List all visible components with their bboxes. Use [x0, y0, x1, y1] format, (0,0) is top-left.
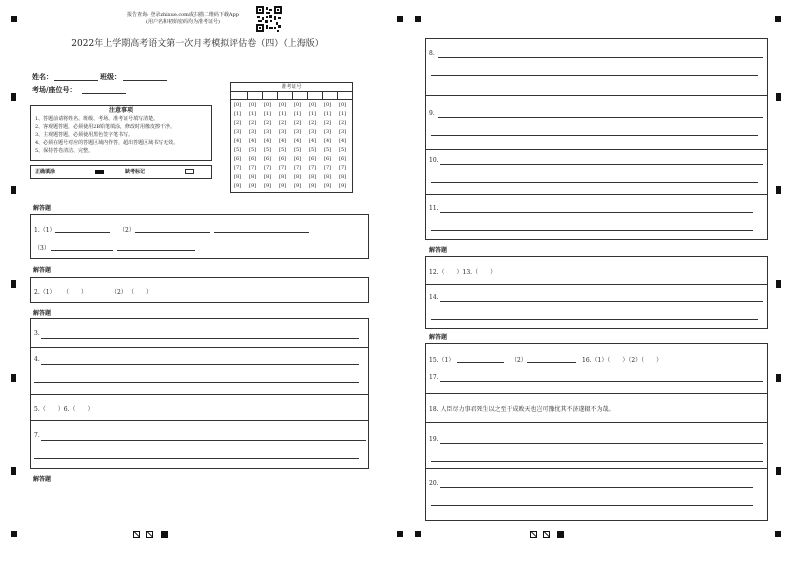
answer-line[interactable]: [431, 230, 753, 231]
exam-id-digit-bubble[interactable]: [4]: [234, 138, 242, 144]
timing-mark: [11, 467, 16, 475]
exam-id-digit-bubble[interactable]: [4]: [264, 138, 272, 144]
answer-box-q12-q14: [425, 256, 768, 329]
exam-id-digit-bubble[interactable]: [5]: [309, 147, 317, 153]
q15-label: 15.（1）: [429, 357, 455, 364]
exam-id-digit-bubble[interactable]: [7]: [339, 165, 347, 171]
exam-id-digit-bubble[interactable]: [1]: [294, 111, 302, 117]
answer-line[interactable]: [34, 382, 359, 383]
page-code-box: [530, 531, 537, 538]
exam-id-digit-bubble[interactable]: [2]: [324, 120, 332, 126]
notice-item: 3、主观题答题，必须使用黑色签字笔书写。: [35, 132, 134, 138]
exam-id-digit-bubble[interactable]: [4]: [294, 138, 302, 144]
answer-line[interactable]: [41, 338, 359, 339]
exam-id-digit-bubble[interactable]: [8]: [249, 174, 257, 180]
report-query-notice: 报告查询: 登录zhixue.com或扫描二维码下载App: [127, 12, 239, 18]
exam-id-digit-bubble[interactable]: [2]: [234, 120, 242, 126]
answer-line[interactable]: [214, 232, 309, 233]
exam-id-digit-bubble[interactable]: [4]: [324, 138, 332, 144]
answer-box-q8-q11: [425, 38, 768, 240]
exam-id-column-divider: [277, 91, 278, 99]
exam-id-digit-bubble[interactable]: [9]: [249, 183, 257, 189]
exam-id-digit-bubble[interactable]: [9]: [309, 183, 317, 189]
exam-id-digit-bubble[interactable]: [2]: [264, 120, 272, 126]
corner-mark-bl: [11, 531, 17, 537]
exam-id-digit-bubble[interactable]: [1]: [264, 111, 272, 117]
answer-line[interactable]: [438, 57, 763, 58]
answer-line[interactable]: [440, 212, 753, 213]
row-divider: [31, 347, 368, 348]
exam-id-digit-bubble[interactable]: [5]: [279, 147, 287, 153]
exam-id-digit-bubble[interactable]: [7]: [324, 165, 332, 171]
timing-mark: [11, 186, 16, 194]
missing-mark-label: 缺考标记: [125, 169, 146, 175]
exam-id-digit-bubble[interactable]: [3]: [279, 129, 287, 135]
timing-mark: [776, 93, 781, 101]
q11-label: 11.: [429, 205, 439, 212]
q18-label: 18. 人臣尽力事君死生以之至于成败天也岂可豫忧其不济遂辍不为哉。: [429, 406, 615, 413]
timing-mark: [11, 374, 16, 382]
exam-id-digit-bubble[interactable]: [0]: [279, 102, 287, 108]
exam-id-column-divider: [292, 91, 293, 99]
timing-mark: [776, 280, 781, 288]
answer-line[interactable]: [41, 440, 366, 441]
exam-id-digit-bubble[interactable]: [1]: [339, 111, 347, 117]
login-hint: (用户名和初始密码均为准考证号): [146, 19, 220, 25]
exam-id-digit-bubble[interactable]: [8]: [279, 174, 287, 180]
q2-choice-1[interactable]: （ ）: [63, 289, 88, 296]
exam-id-digit-bubble[interactable]: [8]: [339, 174, 347, 180]
page-code-box: [146, 531, 153, 538]
q20-label: 20.: [429, 480, 439, 487]
answer-line[interactable]: [438, 117, 763, 118]
exam-id-digit-bubble[interactable]: [7]: [249, 165, 257, 171]
answer-line[interactable]: [440, 301, 763, 302]
answer-line[interactable]: [440, 487, 753, 488]
exam-id-digit-bubble[interactable]: [4]: [309, 138, 317, 144]
name-field[interactable]: [54, 80, 98, 81]
timing-mark: [11, 280, 16, 288]
q7-label: 7.: [34, 432, 40, 439]
exam-id-digit-bubble[interactable]: [6]: [339, 156, 347, 162]
answer-line[interactable]: [431, 75, 758, 76]
exam-id-column-divider: [307, 91, 308, 99]
q2-choice-2[interactable]: （ ）: [128, 289, 153, 296]
corner-mark-mrb: [415, 531, 421, 537]
notice-item: 2、客观题答题，必须使用2B铅笔填涂，修改时用橡皮擦干净。: [35, 124, 176, 130]
row-divider: [426, 284, 767, 285]
answer-line[interactable]: [117, 250, 195, 251]
q16-label[interactable]: 16.（1）（ ）（2）（ ）: [582, 357, 663, 364]
exam-id-digit-bubble[interactable]: [9]: [279, 183, 287, 189]
exam-id-digit-bubble[interactable]: [6]: [324, 156, 332, 162]
exam-id-digit-bubble[interactable]: [6]: [294, 156, 302, 162]
exam-id-digit-bubble[interactable]: [4]: [279, 138, 287, 144]
exam-id-digit-bubble[interactable]: [3]: [249, 129, 257, 135]
corner-mark-mr: [415, 16, 421, 22]
q3-label: 3.: [34, 330, 40, 337]
exam-id-digit-bubble[interactable]: [7]: [294, 165, 302, 171]
corner-mark-br: [775, 531, 781, 537]
q10-label: 10.: [429, 157, 439, 164]
row-divider: [426, 468, 767, 469]
exam-id-column-divider: [337, 91, 338, 99]
notice-item: 1、答题前请将姓名、班级、考场、准考证号填写清楚。: [35, 116, 159, 122]
row-divider: [426, 95, 767, 96]
exam-id-digit-bubble[interactable]: [3]: [324, 129, 332, 135]
timing-mark: [11, 93, 16, 101]
q1-label: 1.（1）: [34, 227, 56, 234]
exam-id-digit-bubble[interactable]: [7]: [279, 165, 287, 171]
exam-id-digit-bubble[interactable]: [3]: [294, 129, 302, 135]
exam-id-digit-bubble[interactable]: [2]: [309, 120, 317, 126]
exam-id-digit-bubble[interactable]: [6]: [309, 156, 317, 162]
exam-id-digit-bubble[interactable]: [3]: [339, 129, 347, 135]
exam-id-digit-bubble[interactable]: [7]: [264, 165, 272, 171]
exam-id-digit-bubble[interactable]: [9]: [234, 183, 242, 189]
exam-id-column-divider: [247, 91, 248, 99]
correct-fill-sample: [95, 170, 104, 174]
row-divider: [31, 420, 368, 421]
notice-item: 5、保持答卷清洁、完整。: [35, 148, 94, 154]
corner-mark-ml: [397, 16, 403, 22]
exam-id-digit-bubble[interactable]: [2]: [294, 120, 302, 126]
exam-id-digit-bubble[interactable]: [0]: [309, 102, 317, 108]
answer-line[interactable]: [440, 381, 763, 382]
room-seat-label: 考场/座位号：: [32, 85, 77, 94]
exam-id-digit-bubble[interactable]: [7]: [234, 165, 242, 171]
exam-id-digit-bubble[interactable]: [1]: [234, 111, 242, 117]
exam-id-digit-bubble[interactable]: [7]: [309, 165, 317, 171]
row-divider: [426, 149, 767, 150]
q5-q6-label[interactable]: 5.（ ）6.（ ）: [34, 406, 94, 413]
exam-id-digit-bubble[interactable]: [1]: [324, 111, 332, 117]
q12-q13-label[interactable]: 12.（ ）13.（ ）: [429, 269, 497, 276]
exam-id-column-divider: [322, 91, 323, 99]
exam-id-digit-bubble[interactable]: [1]: [249, 111, 257, 117]
answer-line[interactable]: [41, 364, 359, 365]
answer-line[interactable]: [51, 250, 113, 251]
answer-line[interactable]: [457, 362, 504, 363]
exam-id-digit-bubble[interactable]: [3]: [264, 129, 272, 135]
exam-id-digit-bubble[interactable]: [9]: [324, 183, 332, 189]
exam-id-digit-bubble[interactable]: [5]: [324, 147, 332, 153]
correct-fill-label: 正确填涂: [35, 169, 56, 175]
answer-line[interactable]: [527, 362, 576, 363]
q1-part3-label: （3）: [34, 245, 50, 252]
answer-box-q15-q20: [425, 343, 768, 521]
exam-id-digit-bubble[interactable]: [0]: [294, 102, 302, 108]
exam-id-title: 准考证号: [281, 84, 302, 90]
room-seat-field[interactable]: [82, 93, 126, 94]
name-label: 姓名：: [32, 72, 53, 81]
class-field[interactable]: [123, 80, 167, 81]
exam-id-digit-bubble[interactable]: [8]: [294, 174, 302, 180]
q17-label: 17.: [429, 374, 439, 381]
timing-mark: [776, 186, 781, 194]
answer-box-q1: [30, 214, 369, 259]
page-code-box: [161, 531, 168, 538]
row-divider: [426, 422, 767, 423]
exam-id-digit-bubble[interactable]: [5]: [339, 147, 347, 153]
exam-title: 2022年上学期高考语文第一次月考模拟评估卷（四）（上海版）: [71, 39, 324, 49]
exam-id-digit-bubble[interactable]: [0]: [249, 102, 257, 108]
exam-id-digit-bubble[interactable]: [9]: [339, 183, 347, 189]
timing-mark: [776, 467, 781, 475]
qr-code[interactable]: [256, 6, 282, 32]
q9-label: 9.: [429, 110, 435, 117]
exam-id-digit-bubble[interactable]: [2]: [249, 120, 257, 126]
exam-id-digit-bubble[interactable]: [5]: [249, 147, 257, 153]
notice-title: 注意事项: [108, 107, 133, 114]
page-code-box: [557, 531, 564, 538]
exam-id-digit-bubble[interactable]: [6]: [234, 156, 242, 162]
section-label: 解答题: [33, 310, 52, 317]
corner-mark-tr: [775, 16, 781, 22]
exam-id-digit-bubble[interactable]: [8]: [324, 174, 332, 180]
exam-id-write-divider: [231, 99, 352, 100]
timing-mark: [776, 374, 781, 382]
answer-line[interactable]: [55, 232, 110, 233]
exam-id-digit-bubble[interactable]: [6]: [264, 156, 272, 162]
page-code-box: [133, 531, 140, 538]
exam-id-digit-bubble[interactable]: [8]: [234, 174, 242, 180]
answer-line[interactable]: [440, 443, 763, 444]
answer-box-q2: [30, 277, 369, 303]
answer-line[interactable]: [431, 505, 753, 506]
exam-id-digit-bubble[interactable]: [0]: [234, 102, 242, 108]
answer-line[interactable]: [135, 232, 210, 233]
notice-item: 4、必须在题号对应的答题区域内作答，超出答题区域书写无效。: [35, 140, 179, 146]
answer-line[interactable]: [440, 164, 763, 165]
answer-line[interactable]: [431, 319, 758, 320]
corner-mark-tl: [11, 16, 17, 22]
exam-id-digit-bubble[interactable]: [0]: [324, 102, 332, 108]
exam-id-grid: [230, 82, 353, 193]
exam-id-digit-bubble[interactable]: [3]: [234, 129, 242, 135]
row-divider: [31, 394, 368, 395]
exam-id-digit-bubble[interactable]: [5]: [264, 147, 272, 153]
section-label: 解答题: [429, 334, 448, 341]
exam-id-column-divider: [262, 91, 263, 99]
exam-id-digit-bubble[interactable]: [5]: [234, 147, 242, 153]
q2-part2-label: （2）: [111, 289, 127, 296]
section-label: 解答题: [33, 476, 52, 483]
exam-id-digit-bubble[interactable]: [3]: [309, 129, 317, 135]
missing-mark-box[interactable]: [185, 169, 194, 174]
class-label: 班级：: [100, 72, 121, 81]
q19-label: 19.: [429, 436, 439, 443]
corner-mark-mlb: [397, 531, 403, 537]
page-code-box: [543, 531, 550, 538]
q2-label: 2.（1）: [34, 289, 56, 296]
exam-id-digit-bubble[interactable]: [9]: [294, 183, 302, 189]
q14-label: 14.: [429, 294, 439, 301]
row-divider: [426, 393, 767, 394]
row-divider: [426, 194, 767, 195]
exam-id-digit-bubble[interactable]: [4]: [339, 138, 347, 144]
exam-id-digit-bubble[interactable]: [2]: [339, 120, 347, 126]
notice-box: [30, 105, 212, 161]
answer-line[interactable]: [431, 182, 758, 183]
answer-line[interactable]: [431, 135, 758, 136]
answer-box-q3-q7: [30, 318, 369, 469]
fill-example-box: [30, 165, 212, 179]
exam-id-digit-bubble[interactable]: [0]: [264, 102, 272, 108]
answer-line[interactable]: [34, 458, 359, 459]
section-label: 解答题: [429, 247, 448, 254]
exam-id-digit-bubble[interactable]: [5]: [294, 147, 302, 153]
q1-part2-label: （2）: [119, 227, 135, 234]
exam-id-digit-bubble[interactable]: [4]: [249, 138, 257, 144]
q4-label: 4.: [34, 356, 40, 363]
exam-id-digit-bubble[interactable]: [8]: [309, 174, 317, 180]
exam-id-digit-bubble[interactable]: [2]: [279, 120, 287, 126]
exam-id-digit-bubble[interactable]: [6]: [279, 156, 287, 162]
exam-id-digit-bubble[interactable]: [8]: [264, 174, 272, 180]
section-label: 解答题: [33, 267, 52, 274]
exam-id-digit-bubble[interactable]: [1]: [279, 111, 287, 117]
exam-id-digit-bubble[interactable]: [1]: [309, 111, 317, 117]
exam-id-digit-bubble[interactable]: [6]: [249, 156, 257, 162]
q15-part2-label: （2）: [511, 357, 527, 364]
answer-line[interactable]: [431, 461, 763, 462]
exam-id-digit-bubble[interactable]: [0]: [339, 102, 347, 108]
section-label: 解答题: [33, 205, 52, 212]
q8-label: 8.: [429, 50, 435, 57]
exam-id-digit-bubble[interactable]: [9]: [264, 183, 272, 189]
